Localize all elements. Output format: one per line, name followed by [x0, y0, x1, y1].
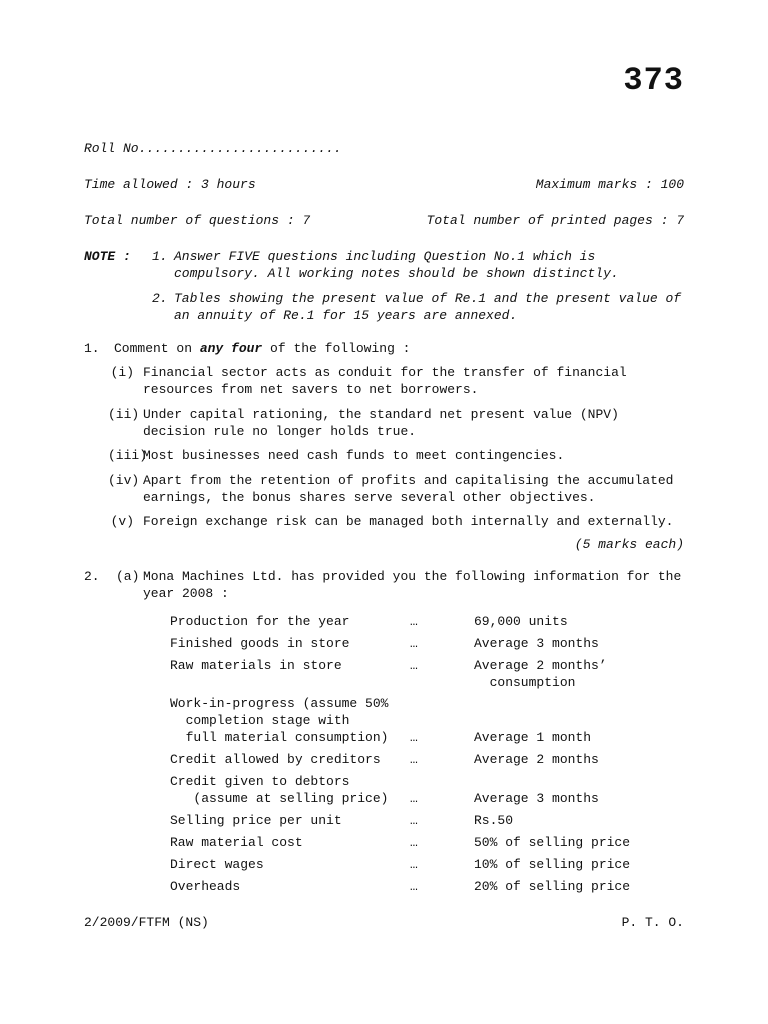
- row-label: Work-in-progress (assume 50% completion stage with full material consumption): [170, 696, 389, 745]
- row-label: Finished goods in store: [170, 636, 350, 651]
- row-dots: …: [410, 730, 418, 745]
- footer-code: 2/2009/FTFM (NS): [84, 915, 209, 930]
- question-number: 1.: [84, 341, 100, 356]
- question-number: 2.: [84, 569, 100, 584]
- sub-item-text: Financial sector acts as conduit for the transfer of financial resources from net savers to net borrowers.: [143, 365, 627, 397]
- sub-item-num: (i): [110, 365, 134, 380]
- row-dots: …: [410, 614, 418, 629]
- row-dots: …: [410, 879, 418, 894]
- row-dots: …: [410, 813, 418, 828]
- time-allowed: Time allowed : 3 hours: [84, 177, 256, 192]
- note-item-text: Tables showing the present value of Re.1 and the present value of an annuity of Re.1 for 15 years are annexed.: [174, 291, 682, 323]
- row-value: Average 3 months: [474, 791, 599, 806]
- row-label: Credit allowed by creditors: [170, 752, 381, 767]
- note-label: NOTE :: [84, 249, 131, 264]
- row-dots: …: [410, 636, 418, 651]
- sub-item-text: Foreign exchange risk can be managed both internally and externally.: [143, 514, 674, 529]
- intro-emphasis: any four: [199, 341, 263, 356]
- intro-text: of the following :: [262, 341, 411, 356]
- note-item-num: 1.: [152, 249, 168, 264]
- question-intro: [114, 340, 410, 357]
- row-value: 20% of selling price: [474, 879, 631, 894]
- footer-pto: P. T. O.: [621, 915, 684, 930]
- row-dots: …: [410, 857, 418, 872]
- row-value: 50% of selling price: [474, 835, 631, 850]
- sub-item-text: Under capital rationing, the standard net present value (NPV) decision rule no longer holds true.: [143, 407, 619, 439]
- paper-code: 373: [623, 62, 684, 99]
- sub-item-num: (iii): [108, 448, 148, 463]
- row-label: Overheads: [170, 879, 241, 894]
- row-label: Selling price per unit: [170, 813, 342, 828]
- question-part: (a): [116, 569, 140, 584]
- row-dots: …: [410, 658, 418, 673]
- row-dots: …: [410, 835, 418, 850]
- roll-no: Roll No..........................: [84, 141, 342, 156]
- row-value: Average 2 months’ consumption: [474, 658, 607, 690]
- maximum-marks: Maximum marks : 100: [535, 177, 684, 192]
- sub-item-num: (iv): [108, 473, 140, 488]
- note-item-text: Answer FIVE questions including Question No.1 which is compulsory. All working notes should be shown distinctly.: [174, 249, 619, 281]
- row-value: Average 2 months: [474, 752, 599, 767]
- marks-note: (5 marks each): [574, 537, 684, 552]
- row-value: 69,000 units: [474, 614, 568, 629]
- question-intro: Mona Machines Ltd. has provided you the following information for the year 2008 :: [143, 569, 682, 601]
- row-label: Raw material cost: [170, 835, 303, 850]
- intro-text: Comment on: [114, 341, 200, 356]
- row-label: Direct wages: [170, 857, 264, 872]
- row-dots: …: [410, 791, 418, 806]
- row-value: 10% of selling price: [474, 857, 631, 872]
- row-label: Raw materials in store: [170, 658, 342, 673]
- row-label: Production for the year: [170, 614, 350, 629]
- sub-item-num: (ii): [108, 407, 140, 422]
- note-item-num: 2.: [152, 291, 168, 306]
- sub-item-num: (v): [110, 514, 134, 529]
- row-value: Average 3 months: [474, 636, 599, 651]
- total-pages: Total number of printed pages : 7: [426, 213, 684, 228]
- row-dots: …: [410, 752, 418, 767]
- sub-item-text: Apart from the retention of profits and capitalising the accumulated earnings, the bonus shares serve several other objectives.: [143, 473, 674, 505]
- total-questions: Total number of questions : 7: [84, 213, 311, 228]
- row-value: Rs.50: [474, 813, 514, 828]
- sub-item-text: Most businesses need cash funds to meet contingencies.: [143, 448, 565, 463]
- row-label: Credit given to debtors (assume at selling price): [170, 774, 389, 806]
- row-value: Average 1 month: [474, 730, 592, 745]
